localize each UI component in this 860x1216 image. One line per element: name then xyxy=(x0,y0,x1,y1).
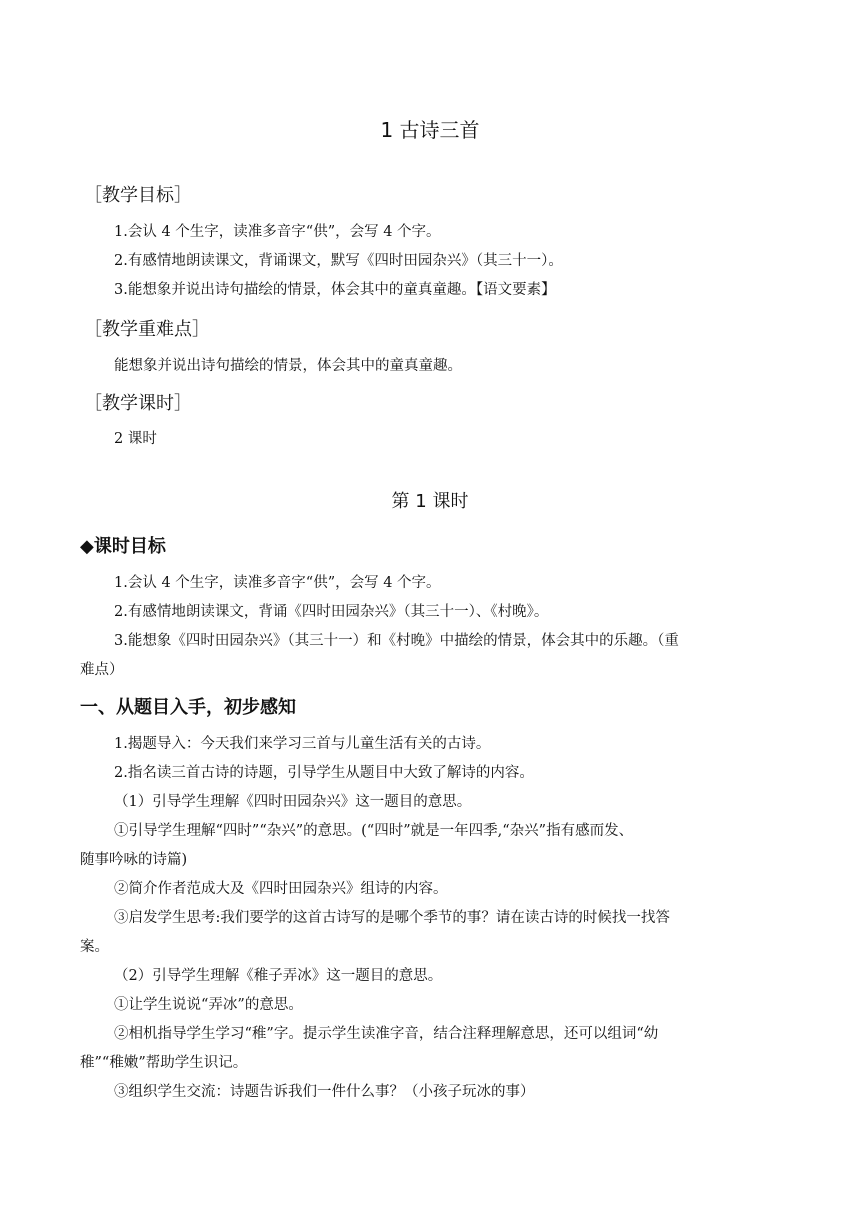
part1-line: ②简介作者范成大及《四时田园杂兴》组诗的内容。 xyxy=(114,881,448,897)
goal-line: 3.能想象并说出诗句描绘的情景，体会其中的童真童趣。【语文要素】 xyxy=(114,282,556,298)
part1-line: ③启发学生思考:我们要学的这首古诗写的是哪个季节的事？请在读古诗的时候找一找答 xyxy=(114,910,670,926)
part1-line: ①让学生说说“弄冰”的意思。 xyxy=(114,997,303,1013)
part1-heading: 一、从题目入手，初步感知 xyxy=(80,697,296,718)
lesson-goal-line: 3.能想象《四时田园杂兴》（其三十一）和《村晚》中描绘的情景，体会其中的乐趣。（重 xyxy=(114,633,679,649)
page-title: 1 古诗三首 xyxy=(380,118,480,142)
part1-line: （2）引导学生理解《稚子弄冰》这一题目的意思。 xyxy=(114,968,443,984)
lesson-goals-heading: ◆课时目标 xyxy=(80,536,166,557)
class-hours-heading: ［教学课时］ xyxy=(84,393,192,414)
part1-line: ②相机指导学生学习“稚”字。提示学生读准字音，结合注释理解意思，还可以组词“幼 xyxy=(114,1026,659,1042)
part1-line: ③组织学生交流：诗题告诉我们一件什么事？（小孩子玩冰的事） xyxy=(114,1084,535,1100)
class-hours-text: 2 课时 xyxy=(114,431,157,447)
teaching-goals-heading: ［教学目标］ xyxy=(84,185,192,206)
key-points-heading: ［教学重难点］ xyxy=(84,319,210,340)
part1-line: 随事吟咏的诗篇) xyxy=(80,852,188,868)
part1-line: 稚”“稚嫩”帮助学生识记。 xyxy=(80,1055,248,1071)
lesson-goal-line: 难点） xyxy=(80,662,124,678)
key-points-text: 能想象并说出诗句描绘的情景，体会其中的童真童趣。 xyxy=(114,358,462,374)
part1-line: 1.揭题导入：今天我们来学习三首与儿童生活有关的古诗。 xyxy=(114,736,491,752)
part1-line: （1）引导学生理解《四时田园杂兴》这一题目的意思。 xyxy=(114,794,472,810)
part1-line: 案。 xyxy=(80,939,109,955)
part1-line: 2.指名读三首古诗的诗题，引导学生从题目中大致了解诗的内容。 xyxy=(114,765,534,781)
lesson-goal-line: 1.会认 4 个生字，读准多音字“供”，会写 4 个字。 xyxy=(114,575,441,591)
part1-line: ①引导学生理解“四时”“杂兴”的意思。(“四时”就是一年四季,“杂兴”指有感而发、 xyxy=(114,823,634,839)
lesson-goal-line: 2.有感情地朗读课文，背诵《四时田园杂兴》（其三十一）、《村晚》。 xyxy=(114,604,549,620)
goal-line: 2.有感情地朗读课文，背诵课文，默写《四时田园杂兴》（其三十一）。 xyxy=(114,253,563,269)
lesson-title: 第 1 课时 xyxy=(391,491,469,512)
goal-line: 1.会认 4 个生字，读准多音字“供”，会写 4 个字。 xyxy=(114,224,441,240)
